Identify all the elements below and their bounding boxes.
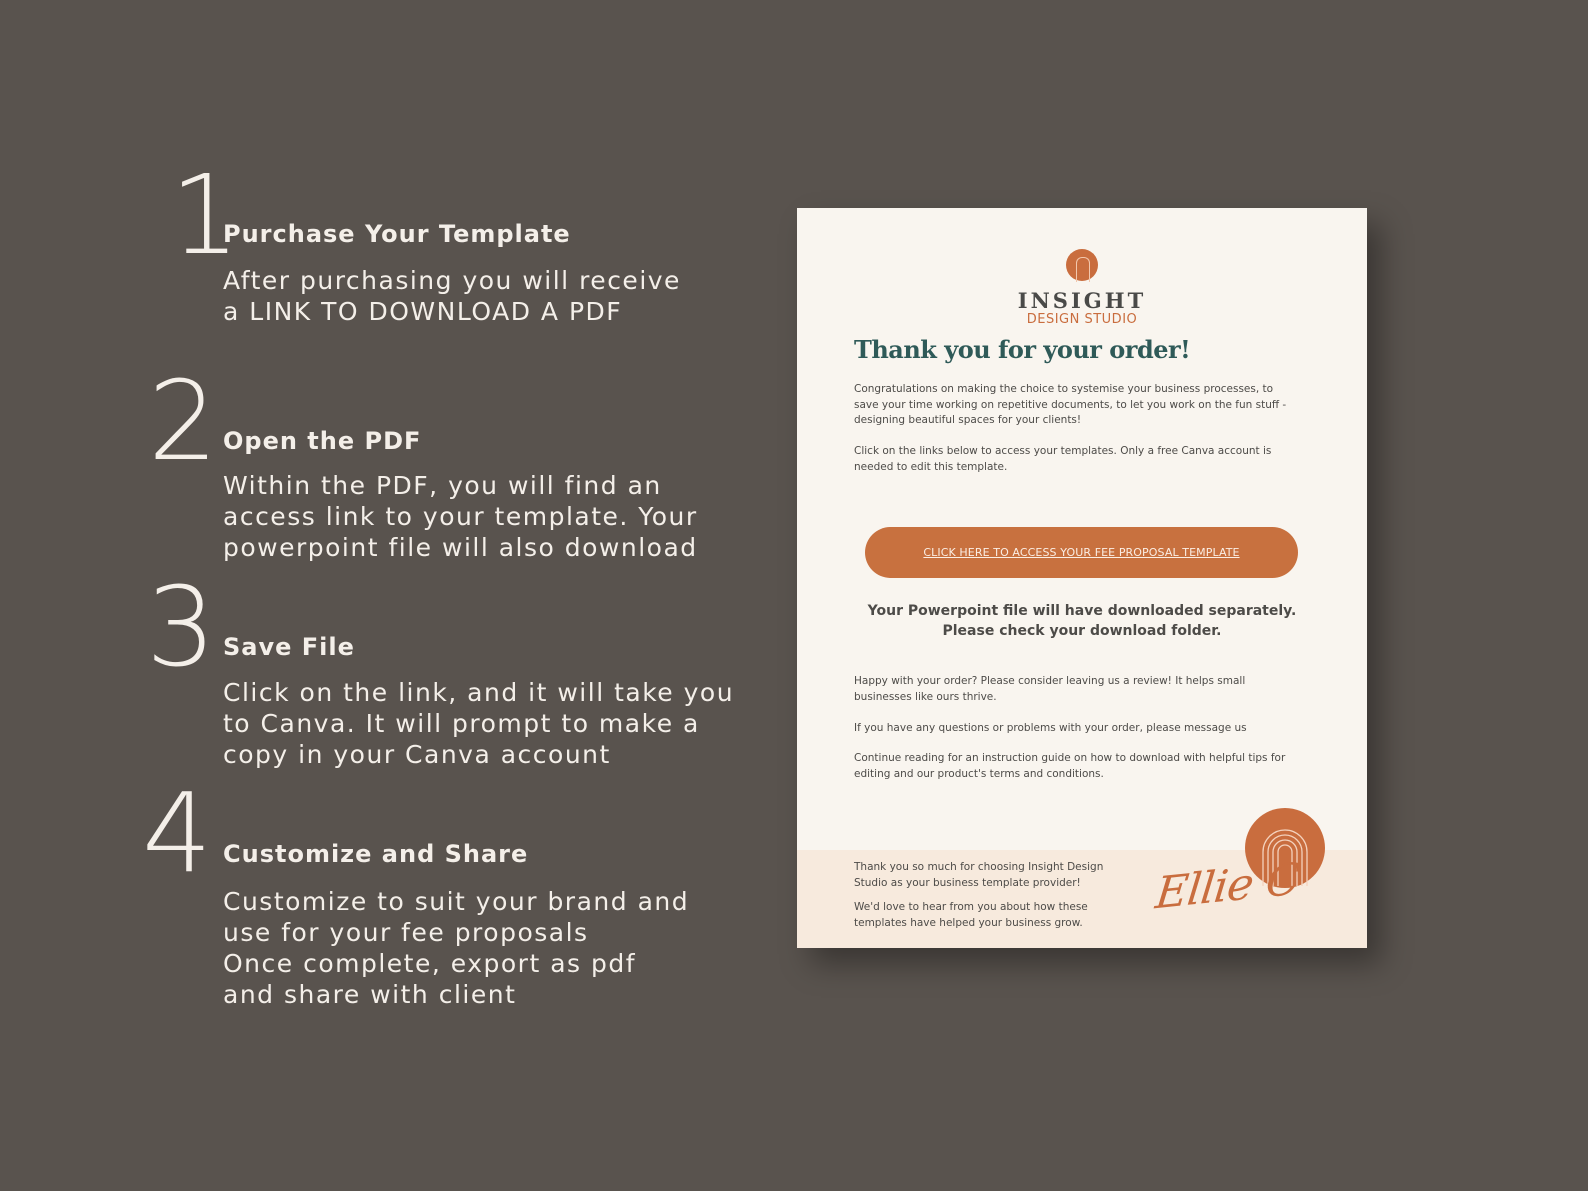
step-number: 1 bbox=[170, 151, 238, 279]
download-note bbox=[797, 601, 1367, 641]
step-line: access link to your template. Your bbox=[223, 502, 698, 531]
step-line: and share with client bbox=[223, 980, 517, 1009]
footer-thanks bbox=[854, 860, 1103, 891]
step-line: copy in your Canva account bbox=[223, 740, 611, 769]
text-line: designing beautiful spaces for your clients! bbox=[854, 414, 1082, 426]
step-number: 2 bbox=[148, 357, 216, 485]
review-paragraph bbox=[854, 674, 1324, 705]
step-line: Once complete, export as pdf bbox=[223, 949, 637, 978]
step-title: Open the PDF bbox=[223, 427, 422, 455]
step-description bbox=[223, 677, 734, 770]
note-line: Please check your download folder. bbox=[942, 623, 1222, 639]
step-number: 4 bbox=[142, 769, 210, 897]
text-line: save your time working on repetitive documents, to let you work on the fun stuff - bbox=[854, 398, 1287, 411]
step-number: 3 bbox=[146, 563, 214, 691]
step-line: use for your fee proposals bbox=[223, 918, 589, 947]
document-preview bbox=[797, 208, 1367, 948]
text-line: We'd love to hear from you about how these bbox=[854, 901, 1088, 913]
text-line: Continue reading for an instruction guide on how to download with helpful tips for bbox=[854, 752, 1286, 764]
step-line: Customize to suit your brand and bbox=[223, 887, 690, 916]
links-paragraph bbox=[854, 444, 1324, 475]
note-line: Your Powerpoint file will have downloaded separately. bbox=[867, 603, 1297, 619]
document-title: Thank you for your order! bbox=[854, 335, 1191, 364]
brand-subtitle: DESIGN STUDIO bbox=[1026, 312, 1138, 327]
questions-paragraph bbox=[854, 721, 1324, 737]
step-title: Purchase Your Template bbox=[223, 220, 571, 248]
text-line: Congratulations on making the choice to systemise your business processes, to bbox=[854, 383, 1274, 395]
logo-arch-icon bbox=[1066, 249, 1098, 281]
text-line: If you have any questions or problems with your order, please message us bbox=[854, 722, 1247, 734]
footer-hear bbox=[854, 900, 1088, 931]
text-line: Happy with your order? Please consider leaving us a review! It helps small bbox=[854, 675, 1246, 687]
step-description bbox=[223, 470, 698, 563]
step-title: Save File bbox=[223, 633, 355, 661]
step-description bbox=[223, 265, 681, 327]
step-line: to Canva. It will prompt to make a bbox=[223, 709, 700, 738]
brand-name: INSIGHT bbox=[1017, 288, 1147, 313]
step-line: powerpoint file will also download bbox=[223, 533, 698, 562]
text-line: Thank you so much for choosing Insight Design bbox=[854, 861, 1104, 873]
step-line: After purchasing you will receive bbox=[223, 266, 681, 295]
access-template-button[interactable]: CLICK HERE TO ACCESS YOUR FEE PROPOSAL TEMPLATE bbox=[865, 527, 1298, 578]
text-line: Studio as your business template provider! bbox=[854, 876, 1081, 889]
text-line: businesses like ours thrive. bbox=[854, 690, 997, 703]
text-line: Click on the links below to access your templates. Only a free Canva account is bbox=[854, 445, 1272, 457]
intro-paragraph bbox=[854, 382, 1324, 429]
signature: Ellie C bbox=[1153, 853, 1302, 920]
text-line: needed to edit this template. bbox=[854, 460, 1008, 473]
text-line: templates have helped your business grow. bbox=[854, 916, 1083, 929]
continue-paragraph bbox=[854, 751, 1324, 782]
step-title: Customize and Share bbox=[223, 840, 529, 868]
step-description bbox=[223, 886, 689, 1010]
step-line: Within the PDF, you will find an bbox=[223, 471, 662, 500]
text-line: editing and our product's terms and conditions. bbox=[854, 767, 1104, 780]
step-line: Click on the link, and it will take you bbox=[223, 678, 735, 707]
step-line: a LINK TO DOWNLOAD A PDF bbox=[223, 297, 623, 326]
